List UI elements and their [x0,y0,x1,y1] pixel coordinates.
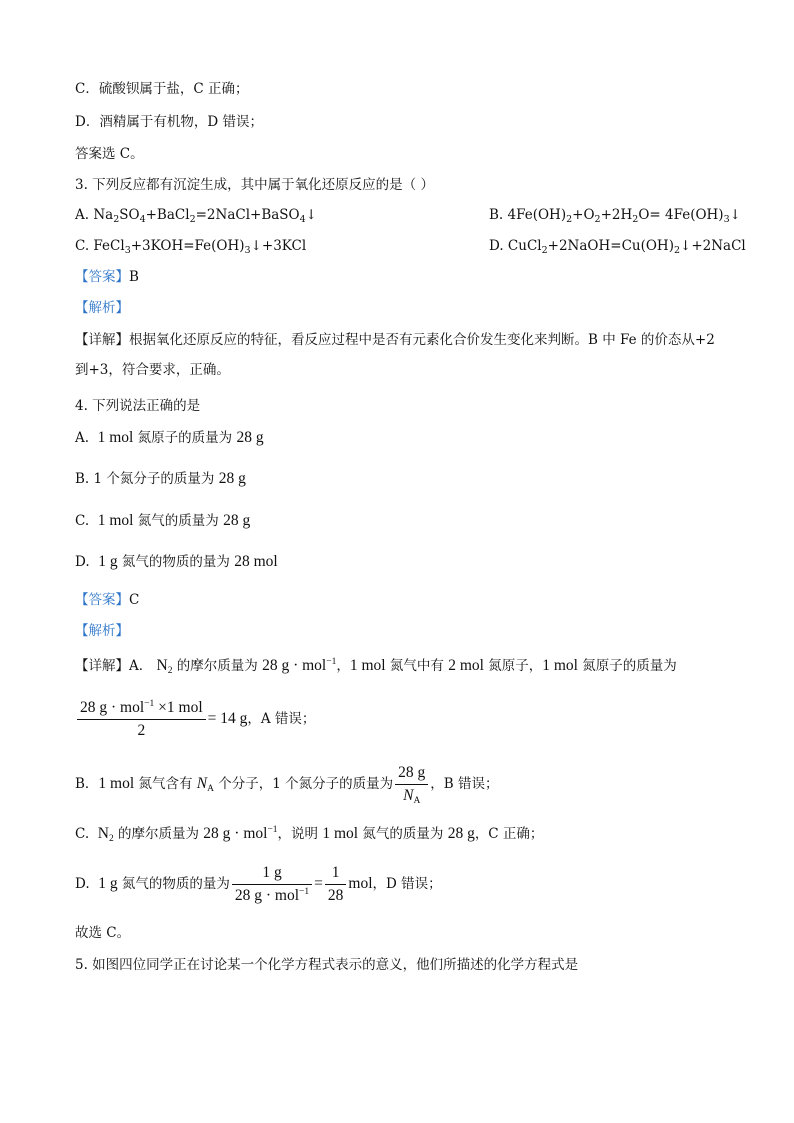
q4-detail-line-5: D. 1 g 氮气的物质的量为 $\frac{1 g}{28 g \cdot mol^{-1}}$ = $\frac{1}{28}$ mol，D 错误； [75,864,442,904]
line-d-alcohol: D．酒精属于有机物，D 错误； [75,114,263,130]
q4-detail-line-4: C. $N_2$ 的摩尔质量为 28 g · mol$^{-1}$，说明 1 mol 氮气的质量为 28 g，C 正确； [75,825,544,844]
answer-tag: 【答案】 [75,269,129,285]
q3-option-b: B. $4Fe(OH)_2+O_2+2H_2O=$ $4Fe(OH)_3↓$ [489,207,741,225]
q4-option-a: A. 1 mol 氮原子的质量为 28 g [75,429,264,446]
q5-stem: 5. 如图四位同学正在讨论某一个化学方程式表示的意义，他们所描述的化学方程式是 [75,957,579,973]
q3-detail-text-1: 根据氧化还原反应的特征，看反应过程中是否有元素化合价发生变化来判断。B 中 Fe 的价态从+2 [129,332,715,348]
q4-detail-line-3: B．1 mol 氮气含有 $N_A$ 个分子，1 个氮分子的质量为 $\frac{28 g}{N_A}$ ，B 错误； [75,764,499,806]
fraction-b: $\frac{28 g}{N_A}$ [395,764,428,805]
detail-tag: 【详解】 [75,332,129,348]
q3-analysis-tag [75,298,129,318]
q3-options-row-1 [75,205,741,225]
q3-answer-line [75,267,139,287]
q3-stem: 3. 下列反应都有沉淀生成，其中属于氧化还原反应的是（ ） [75,177,434,193]
q4-detail-line-1: 【详解】A． $N_2$ 的摩尔质量为 28 g · mol$^{-1}$，1 mol 氮气中有 2 mol 氮原子，1 mol 氮原子的质量为 [75,657,677,676]
analysis-tag: 【解析】 [75,300,129,316]
q4-option-d: D. 1 g 氮气的物质的量为 28 mol [75,553,278,570]
q3-detail-line-1 [75,330,715,350]
q4-option-c: C. 1 mol 氮气的质量为 28 g [75,512,251,529]
analysis-tag: 【解析】 [75,623,129,639]
q4-detail-line-2: $\frac{28 g \cdot mol^{-1} \times 1 mol}{2}$ = 14 g，A 错误； [75,699,315,740]
q3-option-a: A. $Na_2SO_4+BaCl_2=2NaCl+BaSO_4↓$ [75,207,317,225]
q4-conclusion: 故选 C。 [75,925,131,941]
line-c-baso4: C．硫酸钡属于盐，C 正确； [75,81,249,97]
q4-option-b: B. 1 个氮分子的质量为 28 g [75,470,246,487]
q4-answer-line [75,590,139,610]
q4-stem: 4. 下列说法正确的是 [75,398,201,414]
fraction-a: $\frac{28 g \cdot mol^{-1} \times 1 mol}{2}$ [77,699,206,740]
q3-detail-line-2: 到+3，符合要求，正确。 [75,362,230,378]
q3-options-row-2 [75,236,746,256]
fraction-d2: $\frac{1}{28}$ [325,864,347,905]
q3-option-d: D. $CuCl_2+2NaOH=Cu(OH)_2↓+2NaCl$ [489,238,746,256]
answer-tag: 【答案】 [75,592,129,608]
detail-tag: 【详解】 [75,658,129,674]
fraction-d1: $\frac{1 g}{28 g \cdot mol^{-1}}$ [232,864,312,905]
q3-answer: B [129,269,139,285]
q4-answer: C [129,592,140,608]
q3-option-c: C. $FeCl_3+3KOH=Fe(OH)_3↓+3KCl$ [75,238,307,256]
q4-analysis-tag [75,621,129,641]
line-answer-prev: 答案选 C。 [75,146,144,162]
